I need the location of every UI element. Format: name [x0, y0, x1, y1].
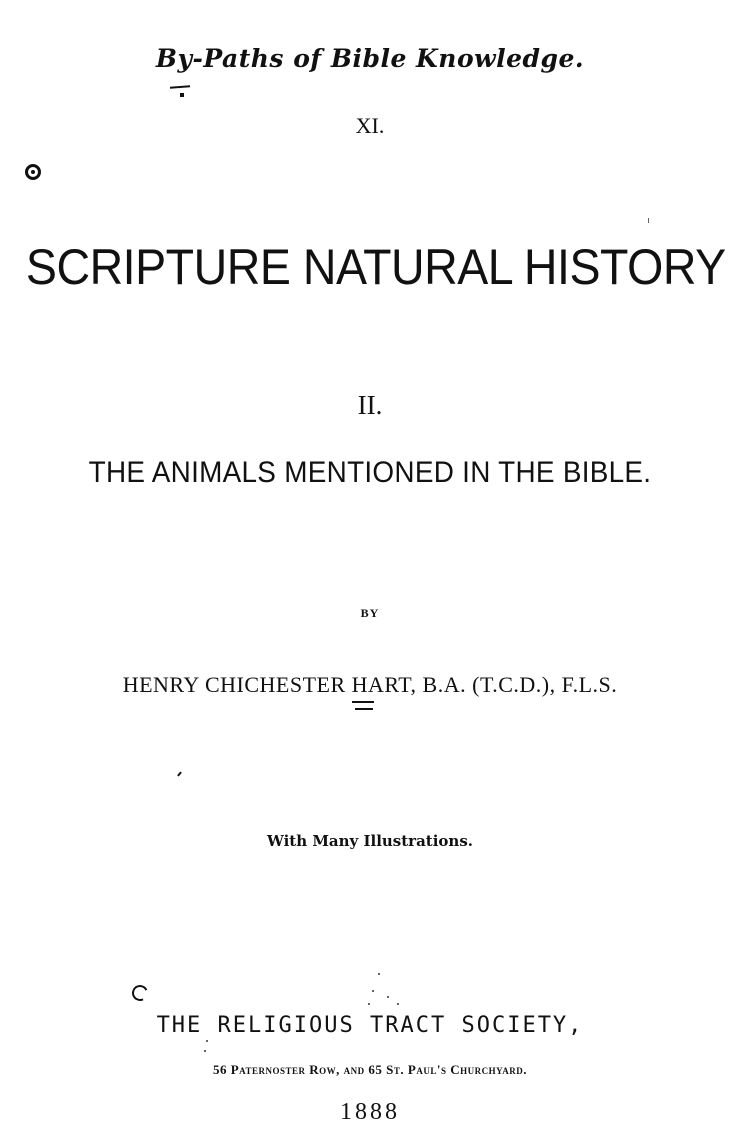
series-title: By-Paths of Bible Knowledge.	[155, 44, 585, 73]
by-line: BY	[360, 606, 380, 620]
ring-mark-icon	[25, 164, 41, 180]
ink-speck	[372, 990, 374, 992]
ink-speck	[206, 1040, 208, 1042]
ink-speck	[368, 1003, 370, 1005]
ink-dash	[355, 708, 373, 710]
publisher-name: THE RELIGIOUS TRACT SOCIETY,	[156, 1013, 584, 1038]
ink-speck	[387, 996, 389, 998]
ink-dash	[170, 85, 190, 88]
ink-speck	[204, 1050, 206, 1052]
subtitle: THE ANIMALS MENTIONED IN THE BIBLE.	[88, 456, 652, 489]
ink-dash	[352, 701, 374, 703]
series-number: XI.	[355, 113, 385, 138]
illustrations-note: With Many Illustrations.	[266, 832, 474, 850]
author-name: HENRY CHICHESTER HART, B.A. (T.C.D.), F.L.S.	[122, 672, 618, 697]
ink-dot	[180, 93, 184, 97]
main-title: SCRIPTURE NATURAL HISTORY	[25, 239, 726, 295]
publication-year: 1888	[340, 1099, 400, 1125]
ink-speck	[397, 1003, 399, 1005]
ink-tick	[648, 218, 649, 223]
publisher-address: 56 Paternoster Row, and 65 St. Paul's Churchyard.	[212, 1062, 528, 1077]
part-number: II.	[357, 390, 383, 420]
ink-tick	[177, 771, 182, 776]
curl-mark-icon	[130, 983, 151, 1004]
ink-speck	[378, 973, 380, 975]
